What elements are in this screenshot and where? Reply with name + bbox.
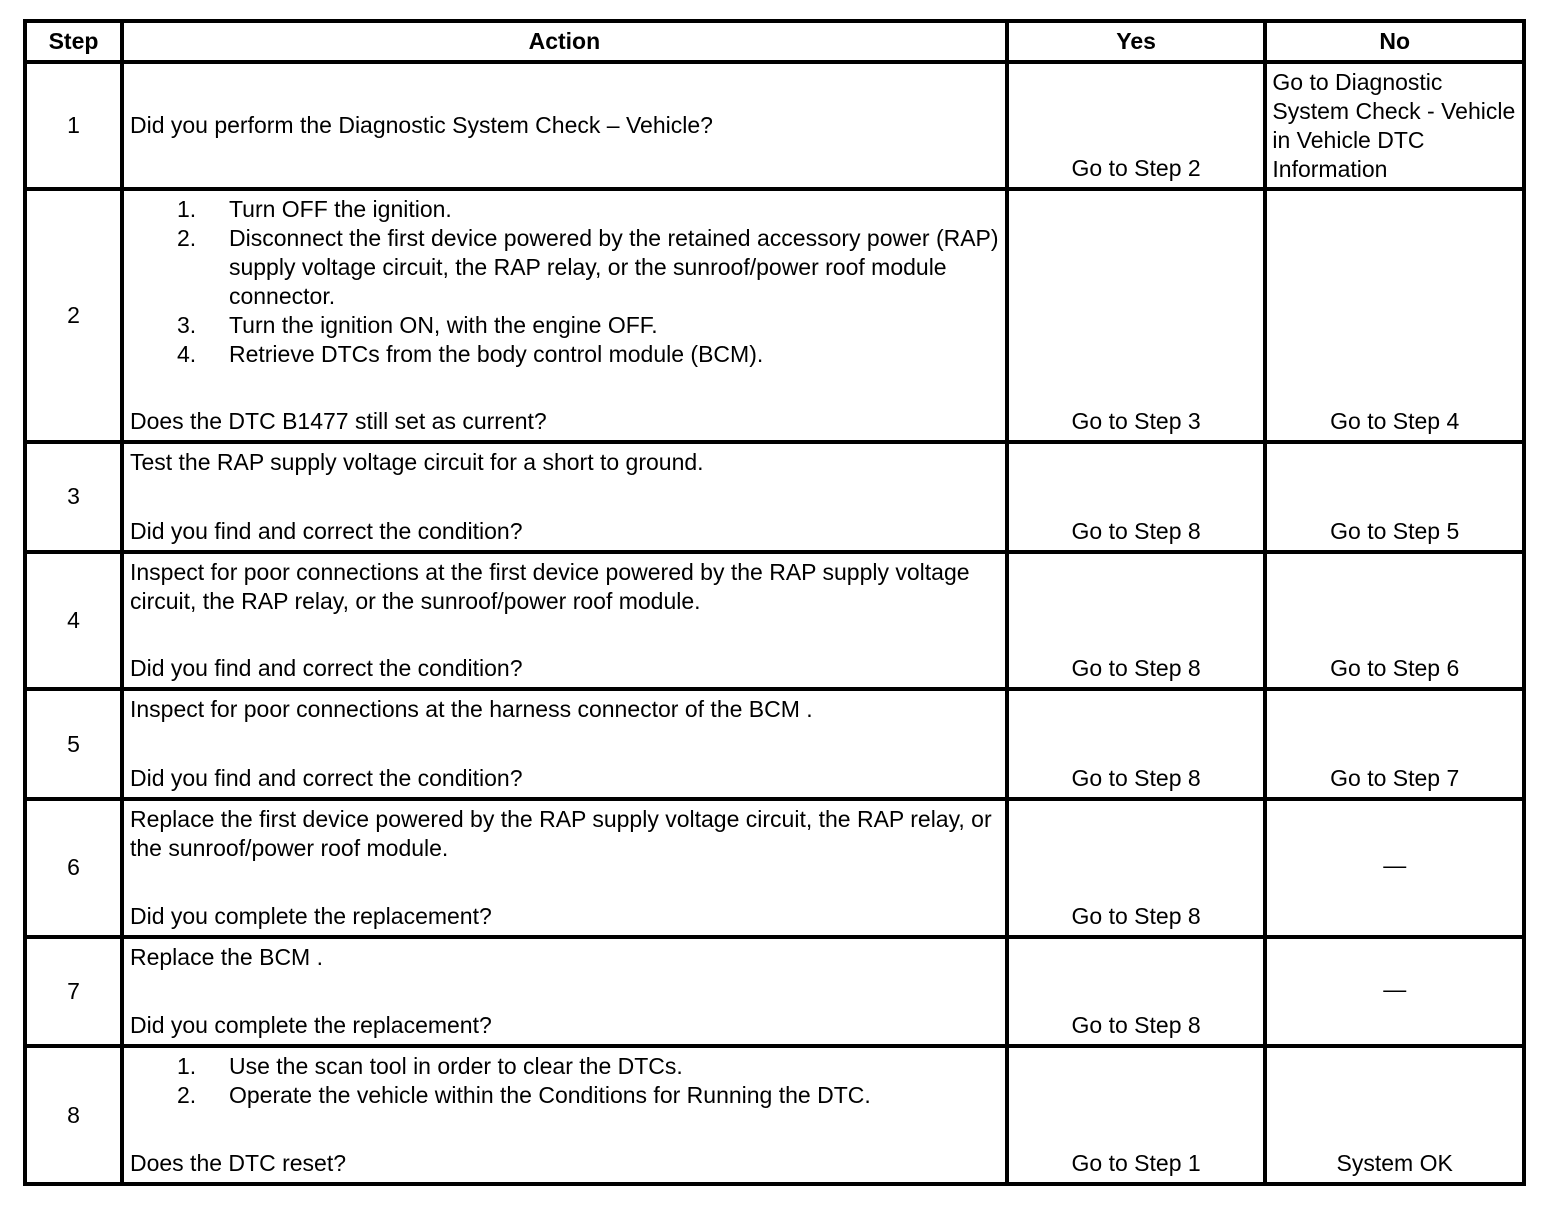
action-question: Did you find and correct the condition? [129,764,523,791]
table-row [25,552,1524,690]
action-step-number: 2. [176,224,197,251]
action-text: Replace the BCM . [129,943,323,970]
action-step-text: Operate the vehicle within the Conditions for Running the DTC. [228,1082,871,1109]
action-step-text: Turn OFF the ignition. [228,195,452,222]
step-number: 5 [25,689,122,799]
table-row [25,189,1524,442]
no-cell: Go to Step 4 [1265,189,1524,442]
header-row [25,21,1524,62]
yes-cell: Go to Step 2 [1007,62,1266,189]
header-yes: Yes [1007,21,1266,62]
action-text: Did you perform the Diagnostic System Check – Vehicle? [129,111,713,138]
yes-cell: Go to Step 8 [1007,442,1266,552]
step-number: 7 [25,937,122,1047]
header-no: No [1265,21,1524,62]
action-text: Inspect for poor connections at the harness connector of the BCM . [129,696,813,723]
yes-cell: Go to Step 8 [1007,552,1266,690]
action-step [130,195,999,224]
yes-cell: Go to Step 8 [1007,937,1266,1047]
action-question: Did you find and correct the condition? [129,517,523,544]
action-cell [122,189,1007,442]
action-step-text: Turn the ignition ON, with the engine OFF. [228,311,658,338]
no-cell: Go to Diagnostic System Check - Vehicle in Vehicle DTC Information [1265,62,1524,189]
action-text: Test the RAP supply voltage circuit for a short to ground. [129,449,704,476]
yes-cell: Go to Step 8 [1007,689,1266,799]
step-number: 1 [25,62,122,189]
no-cell: System OK [1265,1046,1524,1184]
action-step [130,224,999,311]
table-row [25,689,1524,799]
action-step-text: Retrieve DTCs from the body control module (BCM). [228,340,764,367]
action-text: Replace the first device powered by the RAP supply voltage circuit, the RAP relay, or the sunroof/power roof module. [129,805,992,861]
step-number: 2 [25,189,122,442]
action-text: Inspect for poor connections at the first device powered by the RAP supply voltage circuit, the RAP relay, or the sunroof/power roof module. [129,558,970,614]
action-step-number: 3. [176,311,197,338]
action-step-number: 1. [176,195,197,222]
action-step-number: 1. [176,1053,197,1080]
action-step-text: Use the scan tool in order to clear the DTCs. [228,1053,683,1080]
action-step [130,1052,999,1081]
action-question: Did you complete the replacement? [129,902,492,929]
action-question: Did you complete the replacement? [129,1012,492,1039]
yes-cell: Go to Step 8 [1007,799,1266,937]
no-cell: — [1265,799,1524,937]
action-step-list [130,1052,999,1110]
no-cell: Go to Step 5 [1265,442,1524,552]
action-cell [122,799,1007,937]
action-question: Did you find and correct the condition? [129,655,523,682]
table-row [25,799,1524,937]
action-step-number: 4. [176,340,197,367]
no-cell: Go to Step 7 [1265,689,1524,799]
action-cell [122,689,1007,799]
table-row [25,62,1524,189]
action-step-number: 2. [176,1082,197,1109]
step-number: 4 [25,552,122,690]
action-cell [122,1046,1007,1184]
action-question: Does the DTC B1477 still set as current? [129,408,547,435]
action-question: Does the DTC reset? [129,1150,346,1176]
action-step [130,340,999,369]
action-cell [122,937,1007,1047]
action-cell [122,552,1007,690]
step-number: 6 [25,799,122,937]
table-row [25,442,1524,552]
yes-cell: Go to Step 1 [1007,1046,1266,1184]
step-number: 8 [25,1046,122,1184]
action-step [130,1081,999,1110]
action-cell [122,442,1007,552]
no-cell: — [1265,937,1524,1047]
step-number: 3 [25,442,122,552]
action-cell [122,62,1007,189]
action-step [130,311,999,340]
no-cell: Go to Step 6 [1265,552,1524,690]
table-row [25,1046,1524,1184]
table-row [25,937,1524,1047]
header-action: Action [122,21,1007,62]
action-step-text: Disconnect the first device powered by the retained accessory power (RAP) supply voltage circuit, the RAP relay, or the sunroof/power roof module connector. [228,224,999,309]
header-step: Step [25,21,122,62]
diagnostic-table [23,19,1526,1186]
action-step-list [130,195,999,369]
yes-cell: Go to Step 3 [1007,189,1266,442]
